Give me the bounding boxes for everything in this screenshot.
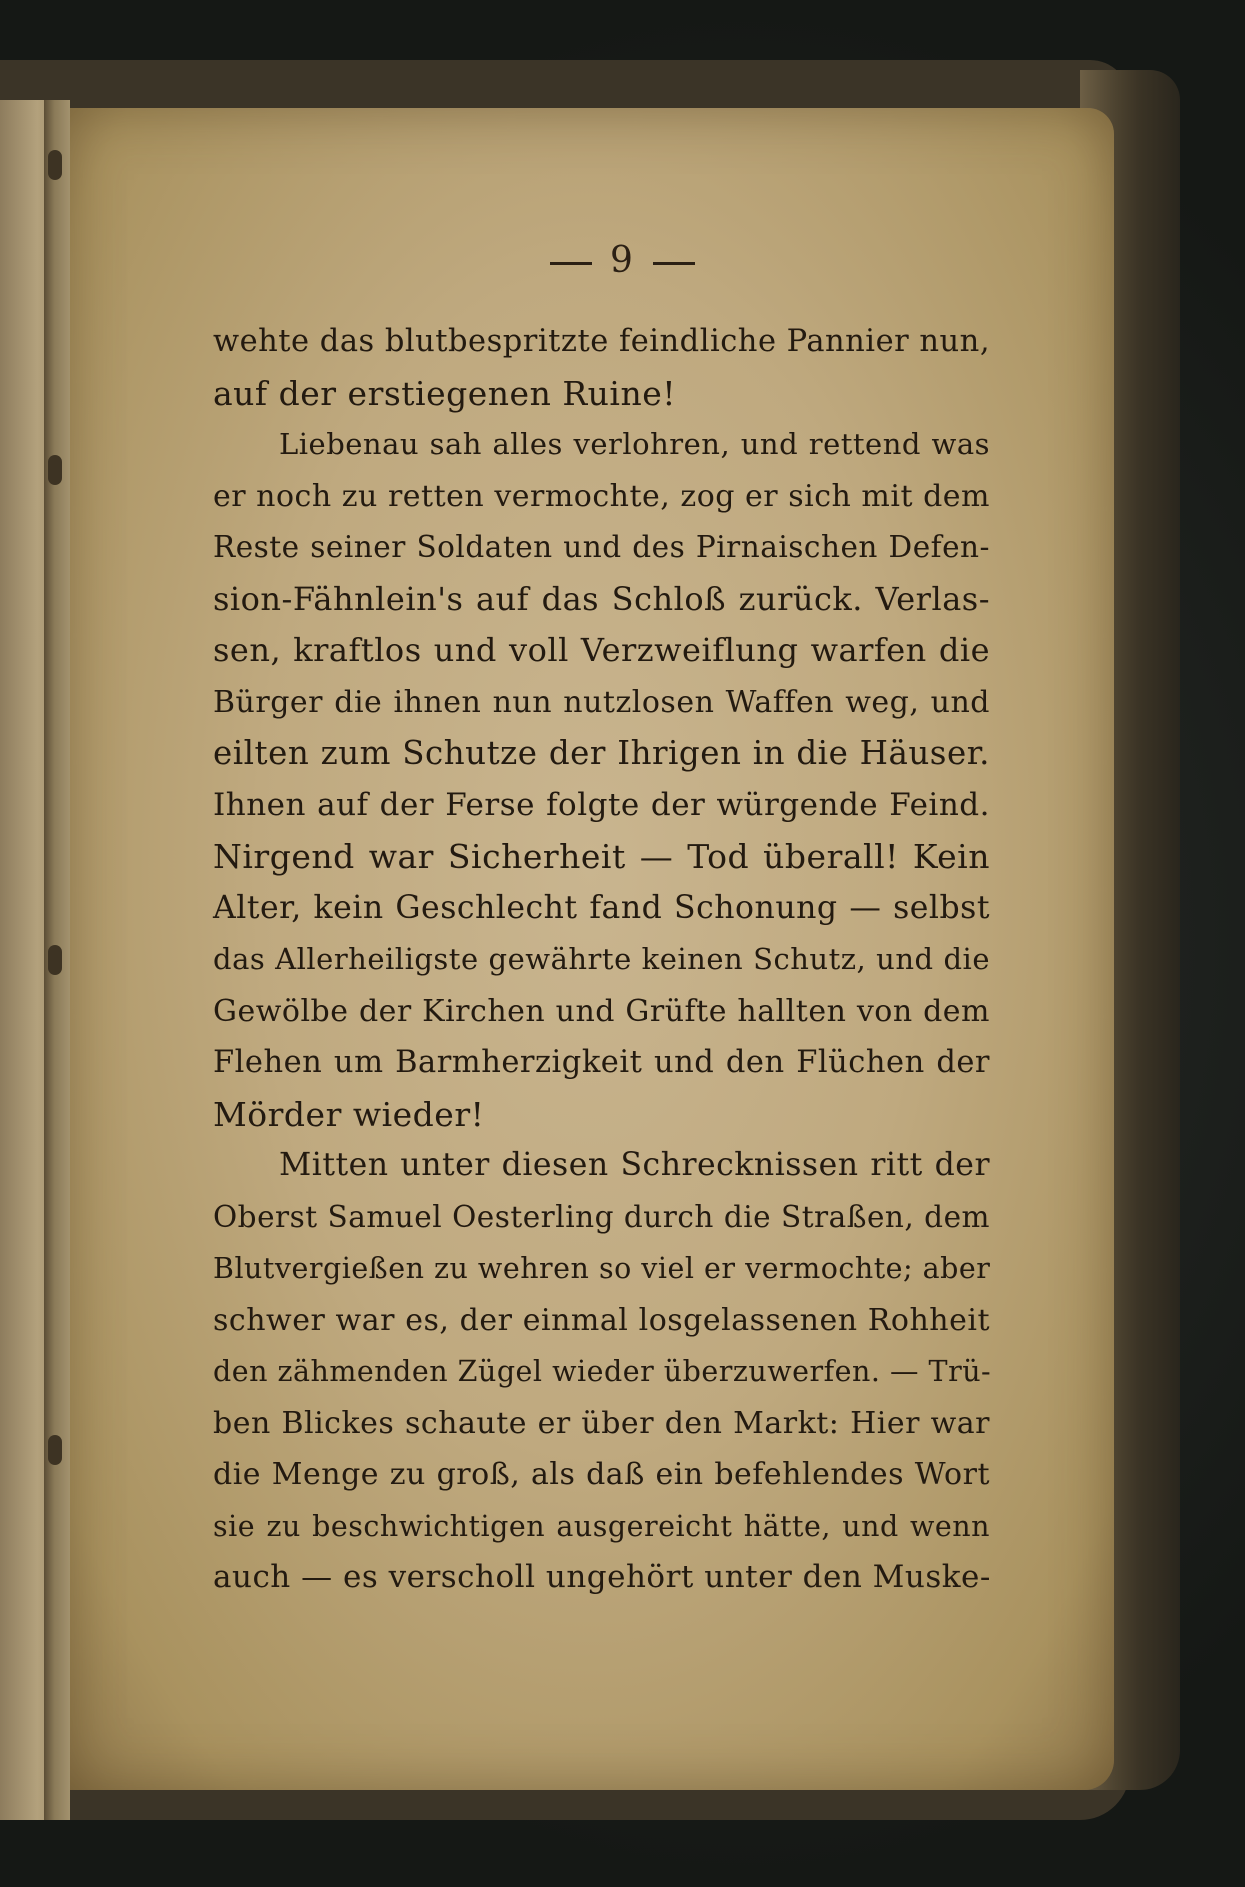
text-line: den zähmenden Zügel wieder überzuwerfen. — Trü- (213, 1355, 992, 1388)
header-dash-left (550, 262, 592, 265)
text-line: sen, kraftlos und voll Verzweiflung warfen die (213, 631, 990, 669)
text-line: auch — es verscholl ungehört unter den Muske- (213, 1559, 991, 1595)
text-line: Gewölbe der Kirchen und Grüfte hallten von dem (213, 993, 990, 1029)
text-line: das Allerheiligste gewährte keinen Schutz, und die (213, 942, 990, 976)
text-line: wehte das blutbespritzte feindliche Pannier nun, (213, 324, 991, 359)
binding-stitch (48, 945, 62, 975)
text-line: Oberst Samuel Oesterling durch die Straßen, dem (213, 1199, 990, 1234)
text-line: sie zu beschwichtigen ausgereicht hätte, und wenn (213, 1509, 990, 1543)
body-text (213, 316, 990, 1604)
text-line: die Menge zu groß, als daß ein befehlendes Wort (213, 1457, 990, 1492)
text-line: Alter, kein Geschlecht fand Schonung — selbst (213, 889, 990, 926)
text-line: Flehen um Barmherzigkeit und den Flüchen der (213, 1045, 990, 1080)
text-line: Mörder wieder! (213, 1094, 485, 1134)
page-number-header (0, 240, 1245, 281)
text-line: eilten zum Schutze der Ihrigen in die Häuser. (213, 734, 990, 772)
page-number: 9 (610, 240, 635, 281)
binding-stitch (48, 455, 62, 485)
binding-stitch (48, 150, 62, 180)
text-line: Nirgend war Sicherheit — Tod überall! Kein (213, 837, 990, 876)
text-line: sion-Fähnlein's auf das Schloß zurück. Verlas- (213, 579, 990, 618)
text-line: ben Blickes schaute er über den Markt: Hier war (213, 1405, 990, 1441)
binding-stitch (48, 1435, 62, 1465)
text-line: schwer war es, der einmal losgelassenen Rohheit (213, 1302, 990, 1338)
text-line: Reste seiner Soldaten und des Pirnaischen Defen- (213, 530, 990, 564)
header-dash-right (653, 262, 695, 265)
text-line: auf der erstiegenen Ruine! (213, 373, 677, 413)
text-line: Ihnen auf der Ferse folgte der würgende Feind. (213, 786, 990, 823)
text-line: Mitten unter diesen Schrecknissen ritt der (279, 1147, 990, 1183)
text-line: Liebenau sah alles verlohren, und rettend was (279, 427, 990, 461)
text-line: er noch zu retten vermochte, zog er sich mit dem (213, 478, 990, 514)
text-line: Bürger die ihnen nun nutzlosen Waffen weg, und (213, 684, 990, 720)
text-line: Blutvergießen zu wehren so viel er vermochte; aber (213, 1252, 991, 1285)
